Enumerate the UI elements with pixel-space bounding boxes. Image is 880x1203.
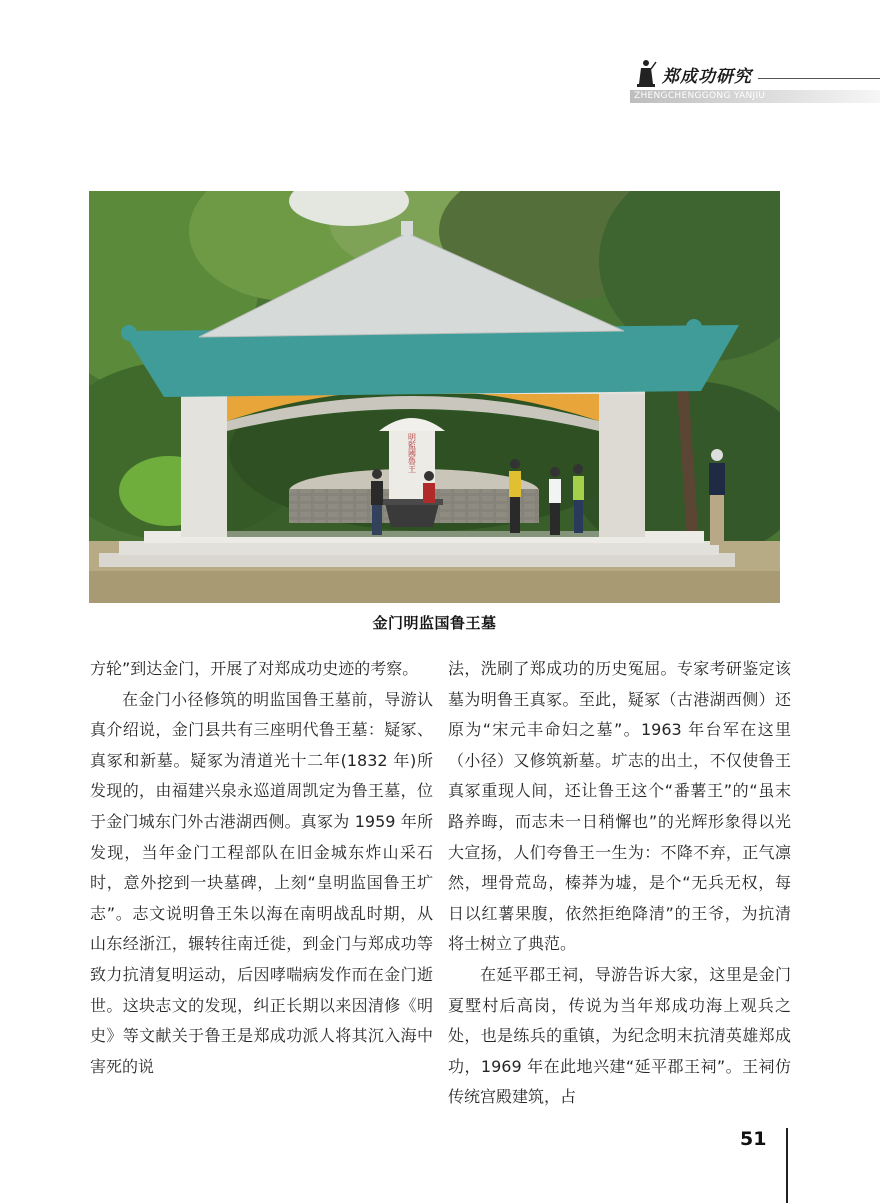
right-paragraph-1: 法，洗刷了郑成功的历史冤屈。专家考研鉴定该墓为明鲁王真冢。至此，疑冢（古港湖西侧）还原为“宋元丰命妇之墓”。1963 年台军在这里（小径）又修筑新墓。圹志的出土，不仅使鲁王真冢重现人间，还让鲁王这个“番薯王”的“虽末路养晦，而志未一日稍懈也”的光辉形象得以光大宣扬，人们夸鲁王一生为：不降不弃，正气凛然，埋骨荒岛，榛莽为墟，是个“无兵无权，每日以红薯果腹，依然拒绝降清”的王爷，为抗清将士树立了典范。 [448, 659, 791, 954]
left-paragraph-2: 在金门小径修筑的明监国鲁王墓前，导游认真介绍说，金门县共有三座明代鲁王墓：疑冢、真冢和新墓。疑冢为清道光十二年(1832 年)所发现的，由福建兴泉永巡道周凯定为鲁王墓，位于金门城东门外古港湖西侧。真冢为 1959 年所发现，当年金门工程部队在旧金城东炸山采石时，意外挖到一块墓碑，上刻“皇明监国鲁王圹志”。志文说明鲁王朱以海在南明战乱时期，从山东经浙江，辗转往南迁徙，到金门与郑成功等致力抗清复明运动，后因哮喘病发作而在金门逝世。这块志文的发现，纠正长期以来因清修《明史》等文献关于鲁王是郑成功派人将其沉入海中害死的说 [90, 689, 433, 1076]
page-number: 51 [740, 1128, 767, 1150]
statue-logo-icon [634, 58, 658, 88]
running-header [630, 48, 880, 108]
right-paragraph-2: 在延平郡王祠，导游告诉大家，这里是金门夏墅村后高岗，传说为当年郑成功海上观兵之处，也是练兵的重镇，为纪念明末抗清英雄郑成功，1969 年在此地兴建“延平郡王祠”。王祠仿传统宫殿建筑，占 [448, 964, 791, 1107]
footer-rule [786, 1128, 788, 1203]
left-column [90, 654, 433, 1082]
header-rule [758, 78, 880, 79]
tomb-photo [89, 191, 780, 603]
journal-title: 郑成功研究 [662, 67, 752, 87]
tomb-pavilion-illustration [89, 191, 780, 603]
tombstone-inscription: 明監國魯王 [407, 433, 417, 473]
journal-pinyin: ZHENGCHENGGONG YANJIU [634, 91, 766, 101]
right-column [448, 654, 791, 1113]
left-paragraph-1: 方轮”到达金门，开展了对郑成功史迹的考察。 [90, 659, 419, 678]
figure-caption: 金门明监国鲁王墓 [372, 614, 497, 632]
